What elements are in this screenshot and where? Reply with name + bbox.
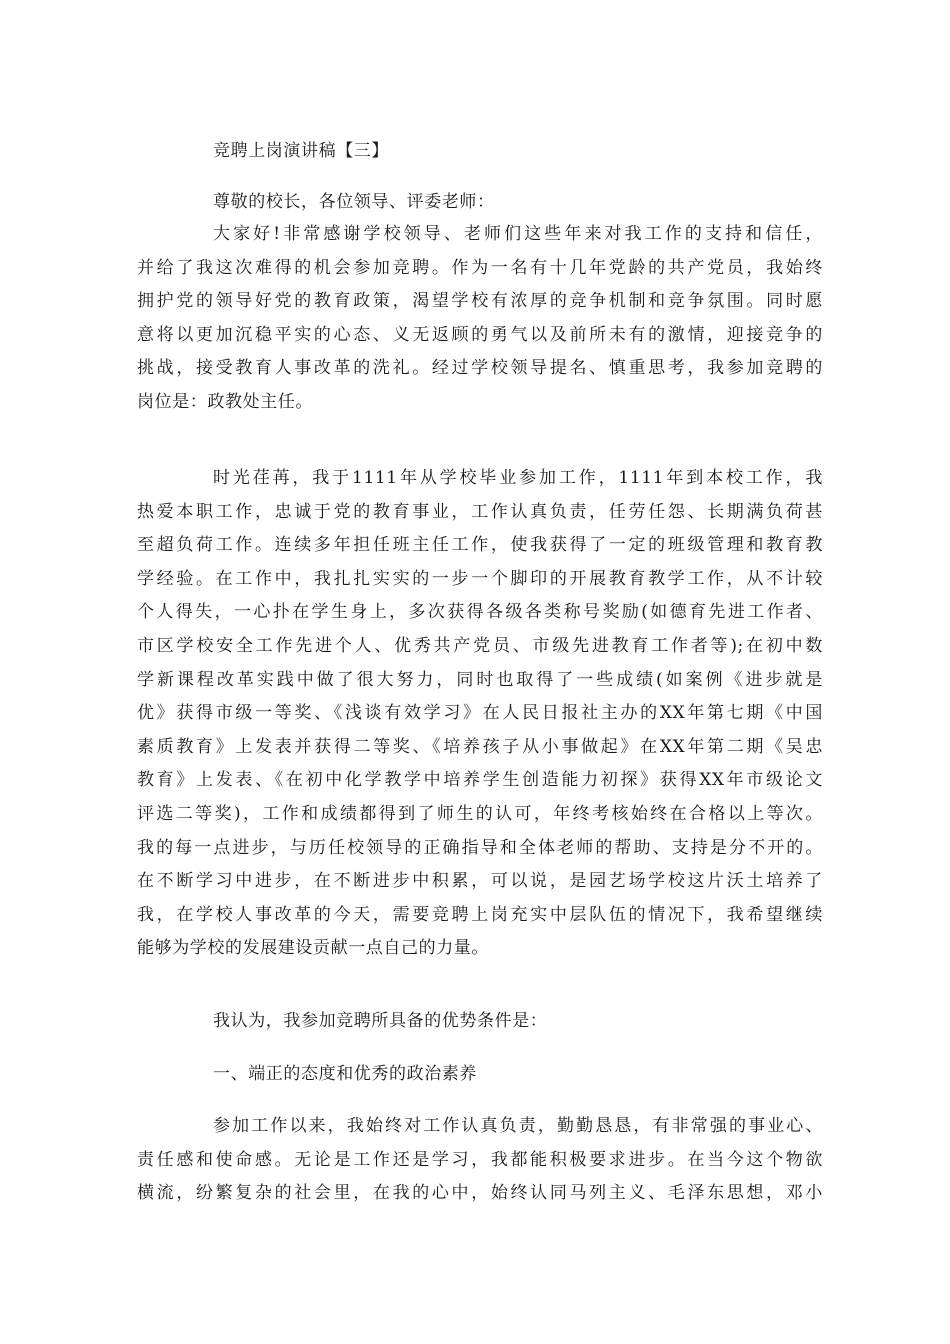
section-1-heading xyxy=(137,1058,823,1092)
text-line: 一、端正的态度和优秀的政治素养 xyxy=(213,1064,477,1084)
paragraph-attitude xyxy=(137,1110,823,1211)
text-line: 个人得失，一心扑在学生身上，多次获得各级各类称号奖励(如德育先进工作者、 xyxy=(137,602,823,623)
text-line: 并给了我这次难得的机会参加竞聘。作为一名有十几年党龄的共产党员，我始终 xyxy=(137,257,823,278)
text-line: 大家好!非常感谢学校领导、老师们这些年来对我工作的支持和信任， xyxy=(213,224,823,244)
text-line: 我的每一点进步，与历任校领导的正确指导和全体老师的帮助、支持是分不开的。 xyxy=(137,837,823,858)
text-line: 挑战，接受教育人事改革的洗礼。经过学校领导提名、慎重思考，我参加竞聘的 xyxy=(137,358,823,379)
text-line: 尊敬的校长，各位领导、评委老师： xyxy=(213,192,495,212)
text-line: 市区学校安全工作先进个人、优秀共产党员、市级先进教育工作者等);在初中数 xyxy=(137,635,823,656)
text-line: 学经验。在工作中，我扎扎实实的一步一个脚印的开展教育教学工作，从不计较 xyxy=(137,568,823,589)
salutation xyxy=(137,186,823,220)
text-line: 责任感和使命感。无论是工作还是学习，我都能积极要求进步。在当今这个物欲 xyxy=(137,1149,823,1170)
text-line: 岗位是：政教处主任。 xyxy=(137,391,313,412)
text-line: 横流，纷繁复杂的社会里，在我的心中，始终认同马列主义、毛泽东思想，邓小 xyxy=(137,1183,823,1204)
document-title xyxy=(137,135,823,169)
text-line: 学新课程改革实践中做了很大努力，同时也取得了一些成绩(如案例《进步就是 xyxy=(137,669,823,690)
advantages-intro xyxy=(137,1005,823,1039)
text-line: 素质教育》上发表并获得二等奖、《培养孩子从小事做起》在XX年第二期《吴忠 xyxy=(137,736,823,757)
text-line: 竞聘上岗演讲稿【三】 xyxy=(213,141,389,161)
text-line: 在不断学习中进步，在不断进步中积累，可以说，是园艺场学校这片沃土培养了 xyxy=(137,871,823,892)
text-line: 至超负荷工作。连续多年担任班主任工作，使我获得了一定的班级管理和教育教 xyxy=(137,535,823,556)
text-line: 优》获得市级一等奖、《浅谈有效学习》在人民日报社主办的XX年第七期《中国 xyxy=(137,703,823,724)
text-line: 热爱本职工作，忠诚于党的教育事业，工作认真负责，任劳任怨、长期满负荷甚 xyxy=(137,501,823,522)
text-line: 我，在学校人事改革的今天，需要竞聘上岗充实中层队伍的情况下，我希望继续 xyxy=(137,904,823,925)
paragraph-experience xyxy=(137,462,823,966)
text-line: 时光荏苒，我于1111年从学校毕业参加工作，1111年到本校工作，我 xyxy=(213,468,823,488)
paragraph-greeting xyxy=(137,218,823,420)
text-line: 评选二等奖)，工作和成绩都得到了师生的认可，年终考核始终在合格以上等次。 xyxy=(137,803,823,824)
text-line: 教育》上发表、《在初中化学教学中培养学生创造能力初探》获得XX年市级论文 xyxy=(137,770,823,791)
text-line: 能够为学校的发展建设贡献一点自己的力量。 xyxy=(137,938,489,959)
text-line: 我认为，我参加竞聘所具备的优势条件是： xyxy=(213,1011,548,1031)
text-line: 参加工作以来，我始终对工作认真负责，勤勤恳恳，有非常强的事业心、 xyxy=(213,1116,823,1136)
text-line: 意将以更加沉稳平实的心态、义无返顾的勇气以及前所未有的激情，迎接竞争的 xyxy=(137,324,823,345)
text-line: 拥护党的领导好党的教育政策，渴望学校有浓厚的竞争机制和竞争氛围。同时愿 xyxy=(137,291,823,312)
